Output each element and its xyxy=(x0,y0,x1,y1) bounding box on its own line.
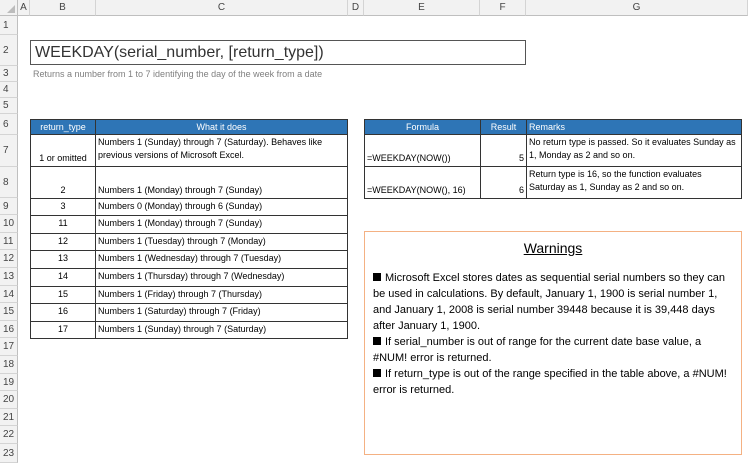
row-header[interactable]: 6 xyxy=(0,114,18,135)
result-cell[interactable]: 6 xyxy=(480,166,527,199)
description-cell[interactable]: Numbers 1 (Sunday) through 7 (Saturday) xyxy=(95,321,348,339)
description-cell[interactable]: Numbers 1 (Sunday) through 7 (Saturday). Behaves like previous versions of Microsoft Excel. xyxy=(95,134,348,167)
formula-header[interactable]: Formula xyxy=(364,119,481,135)
function-title[interactable]: WEEKDAY(serial_number, [return_type]) xyxy=(30,40,526,65)
warning-text: If return_type is out of the range specified in the table above, a #NUM! error is returned. xyxy=(373,368,727,396)
return-type-cell[interactable]: 12 xyxy=(30,233,96,251)
bullet-icon xyxy=(373,273,381,281)
description-cell[interactable]: Numbers 1 (Thursday) through 7 (Wednesday) xyxy=(95,268,348,287)
row-header[interactable]: 1 xyxy=(0,16,18,35)
row-header[interactable]: 8 xyxy=(0,167,18,198)
row-header[interactable]: 16 xyxy=(0,321,18,338)
function-subtitle: Returns a number from 1 to 7 identifying the day of the week from a date xyxy=(33,69,323,79)
return-type-header[interactable]: return_type xyxy=(30,119,96,135)
row-header[interactable]: 19 xyxy=(0,374,18,391)
row-header[interactable]: 4 xyxy=(0,82,18,98)
row-header[interactable]: 17 xyxy=(0,338,18,356)
row-header[interactable]: 13 xyxy=(0,268,18,286)
return-type-cell[interactable]: 1 or omitted xyxy=(30,134,96,167)
return-type-cell[interactable]: 17 xyxy=(30,321,96,339)
row-header[interactable]: 21 xyxy=(0,409,18,426)
row-header[interactable]: 10 xyxy=(0,215,18,233)
return-type-cell[interactable]: 15 xyxy=(30,286,96,304)
warning-text: Microsoft Excel stores dates as sequential serial numbers so they can be used in calculations. By default, January 1, 1900 is serial number 1, and January 1, 2008 is serial number 39448 because it is 39,448 days after January 1, 1900. xyxy=(373,272,725,332)
row-header[interactable]: 9 xyxy=(0,198,18,215)
row-header[interactable]: 7 xyxy=(0,135,18,167)
return-type-cell[interactable]: 2 xyxy=(30,166,96,199)
column-header-f[interactable]: F xyxy=(480,0,526,16)
warning-item xyxy=(373,270,733,334)
row-header[interactable]: 2 xyxy=(0,35,18,66)
return-type-cell[interactable]: 11 xyxy=(30,215,96,234)
row-header[interactable]: 14 xyxy=(0,286,18,303)
bullet-icon xyxy=(373,337,381,345)
return-type-cell[interactable]: 14 xyxy=(30,268,96,287)
warnings-title: Warnings xyxy=(523,240,583,256)
row-header[interactable]: 11 xyxy=(0,233,18,250)
warning-item xyxy=(373,366,733,398)
what-it-does-header[interactable]: What it does xyxy=(95,119,348,135)
remarks-cell[interactable]: Return type is 16, so the function evaluates Saturday as 1, Sunday as 2 and so on. xyxy=(526,166,742,199)
bullet-icon xyxy=(373,369,381,377)
remarks-header[interactable]: Remarks xyxy=(526,119,742,135)
row-header[interactable]: 22 xyxy=(0,426,18,444)
description-cell[interactable]: Numbers 1 (Monday) through 7 (Sunday) xyxy=(95,215,348,234)
row-header[interactable]: 23 xyxy=(0,444,18,463)
description-cell[interactable]: Numbers 0 (Monday) through 6 (Sunday) xyxy=(95,198,348,216)
result-cell[interactable]: 5 xyxy=(480,134,527,167)
row-header[interactable]: 12 xyxy=(0,250,18,268)
row-header[interactable]: 15 xyxy=(0,303,18,321)
warnings-box[interactable] xyxy=(364,231,742,455)
return-type-cell[interactable]: 16 xyxy=(30,303,96,322)
row-header[interactable]: 20 xyxy=(0,391,18,409)
description-cell[interactable]: Numbers 1 (Tuesday) through 7 (Monday) xyxy=(95,233,348,251)
row-header[interactable]: 3 xyxy=(0,66,18,82)
row-header[interactable]: 5 xyxy=(0,98,18,114)
row-header[interactable]: 18 xyxy=(0,356,18,374)
column-header-g[interactable]: G xyxy=(526,0,748,16)
return-type-cell[interactable]: 3 xyxy=(30,198,96,216)
result-header[interactable]: Result xyxy=(480,119,527,135)
column-header-e[interactable]: E xyxy=(364,0,480,16)
select-all-icon xyxy=(7,5,15,13)
select-all-corner[interactable] xyxy=(0,0,18,16)
description-cell[interactable]: Numbers 1 (Monday) through 7 (Sunday) xyxy=(95,166,348,199)
warning-text: If serial_number is out of range for the current date base value, a #NUM! error is returned. xyxy=(373,336,702,364)
column-header-d[interactable]: D xyxy=(348,0,364,16)
return-type-cell[interactable]: 13 xyxy=(30,250,96,269)
description-cell[interactable]: Numbers 1 (Wednesday) through 7 (Tuesday) xyxy=(95,250,348,269)
remarks-cell[interactable]: No return type is passed. So it evaluates Sunday as 1, Monday as 2 and so on. xyxy=(526,134,742,167)
description-cell[interactable]: Numbers 1 (Saturday) through 7 (Friday) xyxy=(95,303,348,322)
formula-cell[interactable]: =WEEKDAY(NOW()) xyxy=(364,134,481,167)
formula-cell[interactable]: =WEEKDAY(NOW(), 16) xyxy=(364,166,481,199)
description-cell[interactable]: Numbers 1 (Friday) through 7 (Thursday) xyxy=(95,286,348,304)
warning-item xyxy=(373,334,733,366)
column-header-a[interactable]: A xyxy=(18,0,30,16)
column-header-c[interactable]: C xyxy=(96,0,348,16)
column-header-b[interactable]: B xyxy=(30,0,96,16)
